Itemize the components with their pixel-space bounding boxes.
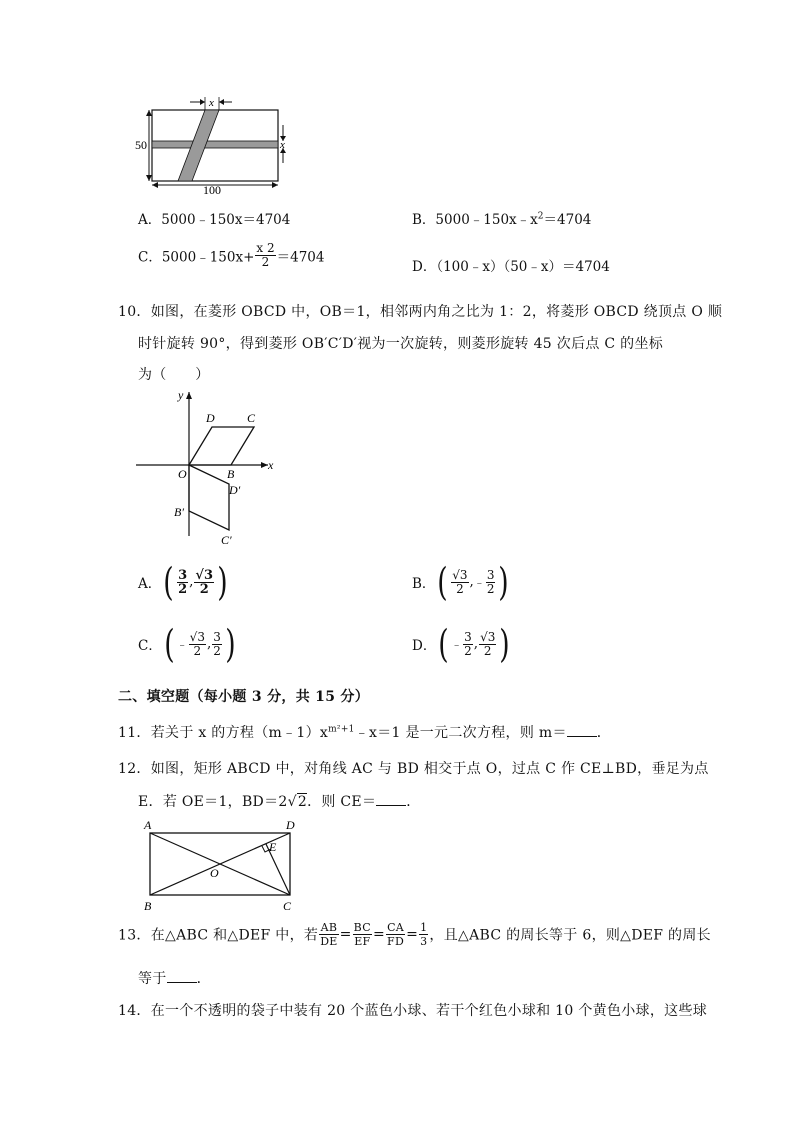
q10-d-d2: 2 — [483, 643, 492, 658]
q13-text: 13．在△ABC 和△DEF 中，若 — [118, 927, 319, 944]
q12-line1: 12．如图，矩形 ABCD 中，对角线 AC 与 BD 相交于点 O，过点 C 作 CE⊥BD，垂足为点 — [118, 761, 709, 777]
q10-option-d[interactable]: D．( ﹣ $\frac{3}{2}$ , $\frac{√3}{2}$ ) — [412, 622, 510, 666]
q13-f2-den: EF — [354, 935, 371, 948]
q13-line1: 13．在△ABC 和△DEF 中，若 $\frac{AB}{DE}$ = $\frac{BC}{EF}$ = $\frac{CA}{FD}$ = $\frac{1}{3}$ ，且△ABC 的周长等于 6，则△DEF 的周长 — [118, 921, 711, 948]
q11-text: 11．若关于 x 的方程（m﹣1）x — [118, 725, 329, 741]
q10-label-b-prime: B′ — [174, 505, 184, 519]
q11-exponent: m²+1 — [328, 724, 355, 735]
q12-label-d: D — [286, 818, 295, 832]
q10-option-b[interactable]: B．( $\frac{√3}{2}$ ,﹣ $\frac{3}{2}$ ) — [412, 560, 510, 604]
q10-c-sign1: ﹣ — [176, 638, 188, 651]
q9-option-a[interactable]: A．5000﹣150x＝4704 — [138, 212, 291, 228]
q13-end: ． — [196, 971, 211, 987]
q10-line3: 为（ ） — [138, 367, 210, 383]
section-heading: 二、填空题（每小题 3 分，共 15 分） — [118, 689, 370, 705]
q10-option-c[interactable]: C．( ﹣ $\frac{√3}{2}$ , $\frac{3}{2}$ ) — [138, 622, 236, 666]
q10-option-b-label: B． — [412, 576, 436, 592]
q13-answer-blank[interactable] — [167, 968, 197, 983]
q13-line2-text: 等于 — [138, 971, 167, 987]
q13-text-suffix: ，且△ABC 的周长等于 6，则△DEF 的周长 — [429, 927, 711, 944]
q10-d-sign1: ﹣ — [451, 638, 463, 651]
q13-f4-den: 3 — [420, 935, 428, 948]
q12-label-e: E — [269, 840, 277, 854]
q9-label-top-x: x — [209, 97, 214, 109]
q13-f1-den: DE — [320, 935, 338, 948]
q11-answer-blank[interactable] — [567, 722, 597, 737]
q12-label-a: A — [144, 818, 152, 832]
q13-f4-num: 1 — [420, 921, 428, 934]
q9-option-b[interactable] — [412, 208, 591, 228]
q10-figure — [136, 386, 286, 551]
q10-label-b: B — [227, 467, 235, 481]
q10-b-d1: 2 — [456, 581, 464, 596]
q9-option-c-text: C．5000﹣150x+ — [138, 249, 255, 266]
q12-sqrt: 2 — [297, 794, 308, 810]
q10-c-d1: 2 — [193, 643, 202, 658]
q12-line2-suffix: ．则 CE＝ — [307, 794, 377, 810]
q10-label-o: O — [178, 467, 187, 481]
q9-label-right-x: x — [280, 139, 285, 151]
q10-line1: 10．如图，在菱形 OBCD 中，OB＝1，相邻两内角之比为 1：2，将菱形 OBCD 绕顶点 O 顺 — [118, 304, 723, 320]
q12-figure — [138, 815, 308, 915]
q10-c-n2: 3 — [213, 629, 221, 644]
q10-b-sign2: ﹣ — [473, 576, 485, 589]
q10-option-a-label: A． — [138, 576, 162, 592]
q10-option-c-label: C． — [138, 638, 162, 654]
q13-f2-num: BC — [353, 921, 371, 934]
q12-line2: E．若 OE＝1，BD＝2√2．则 CE＝ ． — [138, 791, 421, 811]
q12-end: ． — [406, 794, 421, 810]
q13-f1-num: AB — [320, 921, 338, 934]
q10-b-n2: 3 — [486, 567, 495, 582]
q10-c-d2: 2 — [213, 643, 221, 658]
q12-label-c: C — [283, 899, 292, 913]
q10-line2: 时针旋转 90°，得到菱形 OB′C′D′视为一次旋转，则菱形旋转 45 次后点 C 的坐标 — [138, 336, 664, 352]
q10-a-n1: 3 — [178, 567, 188, 583]
q9-option-c[interactable] — [138, 242, 324, 269]
q10-d-n1: 3 — [464, 629, 472, 644]
q10-a-n2: √3 — [195, 567, 214, 583]
q10-label-d-prime: D′ — [229, 483, 241, 497]
q10-option-a[interactable]: A．( $\frac{3}{2}$ , $\frac{√3}{2}$ ) — [138, 560, 228, 604]
q11-end: ． — [596, 725, 612, 741]
q13-f3-num: CA — [387, 921, 405, 934]
q13-f3-den: FD — [387, 935, 405, 948]
q10-label-d: D — [206, 411, 215, 425]
q10-a-d1: 2 — [178, 581, 188, 597]
q10-b-d2: 2 — [486, 581, 495, 596]
q9-option-c-suffix: ＝4704 — [276, 249, 325, 266]
q10-a-d2: 2 — [199, 581, 209, 597]
q10-label-c-prime: C′ — [221, 533, 232, 547]
q10-c-n1: √3 — [189, 629, 205, 644]
q11 — [118, 722, 611, 742]
q14-line1: 14．在一个不透明的袋子中装有 20 个蓝色小球、若干个红色小球和 10 个黄色小球，这些球 — [118, 1003, 708, 1019]
q9-option-d[interactable]: D．（100﹣x）（50﹣x）＝4704 — [412, 259, 610, 275]
q11-text-suffix: ﹣x＝1 是一元二次方程，则 m＝ — [354, 725, 567, 741]
q9-label-50: 50 — [135, 138, 147, 152]
q12-line2-text: E．若 OE＝1，BD＝2 — [138, 794, 288, 810]
q9-option-c-den: 2 — [261, 255, 270, 269]
q9-label-100: 100 — [203, 183, 221, 197]
q9-option-b-text: B．5000﹣150x﹣x — [412, 212, 538, 228]
q10-label-c: C — [247, 411, 256, 425]
q12-answer-blank[interactable] — [376, 791, 406, 806]
q9-option-c-num: x 2 — [256, 241, 275, 255]
q10-option-d-label: D． — [412, 638, 437, 654]
q9-figure — [130, 93, 300, 197]
q10-b-n1: √3 — [452, 567, 468, 582]
q13-line2 — [138, 968, 211, 988]
q9-option-b-sup: 2 — [537, 211, 544, 222]
q10-d-n2: √3 — [480, 629, 496, 644]
q9-option-b-suffix: ＝4704 — [543, 212, 592, 228]
q12-label-o: O — [210, 866, 219, 880]
q10-d-d1: 2 — [464, 643, 472, 658]
q12-label-b: B — [144, 899, 152, 913]
q10-label-x: x — [268, 458, 274, 472]
q10-label-y: y — [178, 388, 184, 402]
